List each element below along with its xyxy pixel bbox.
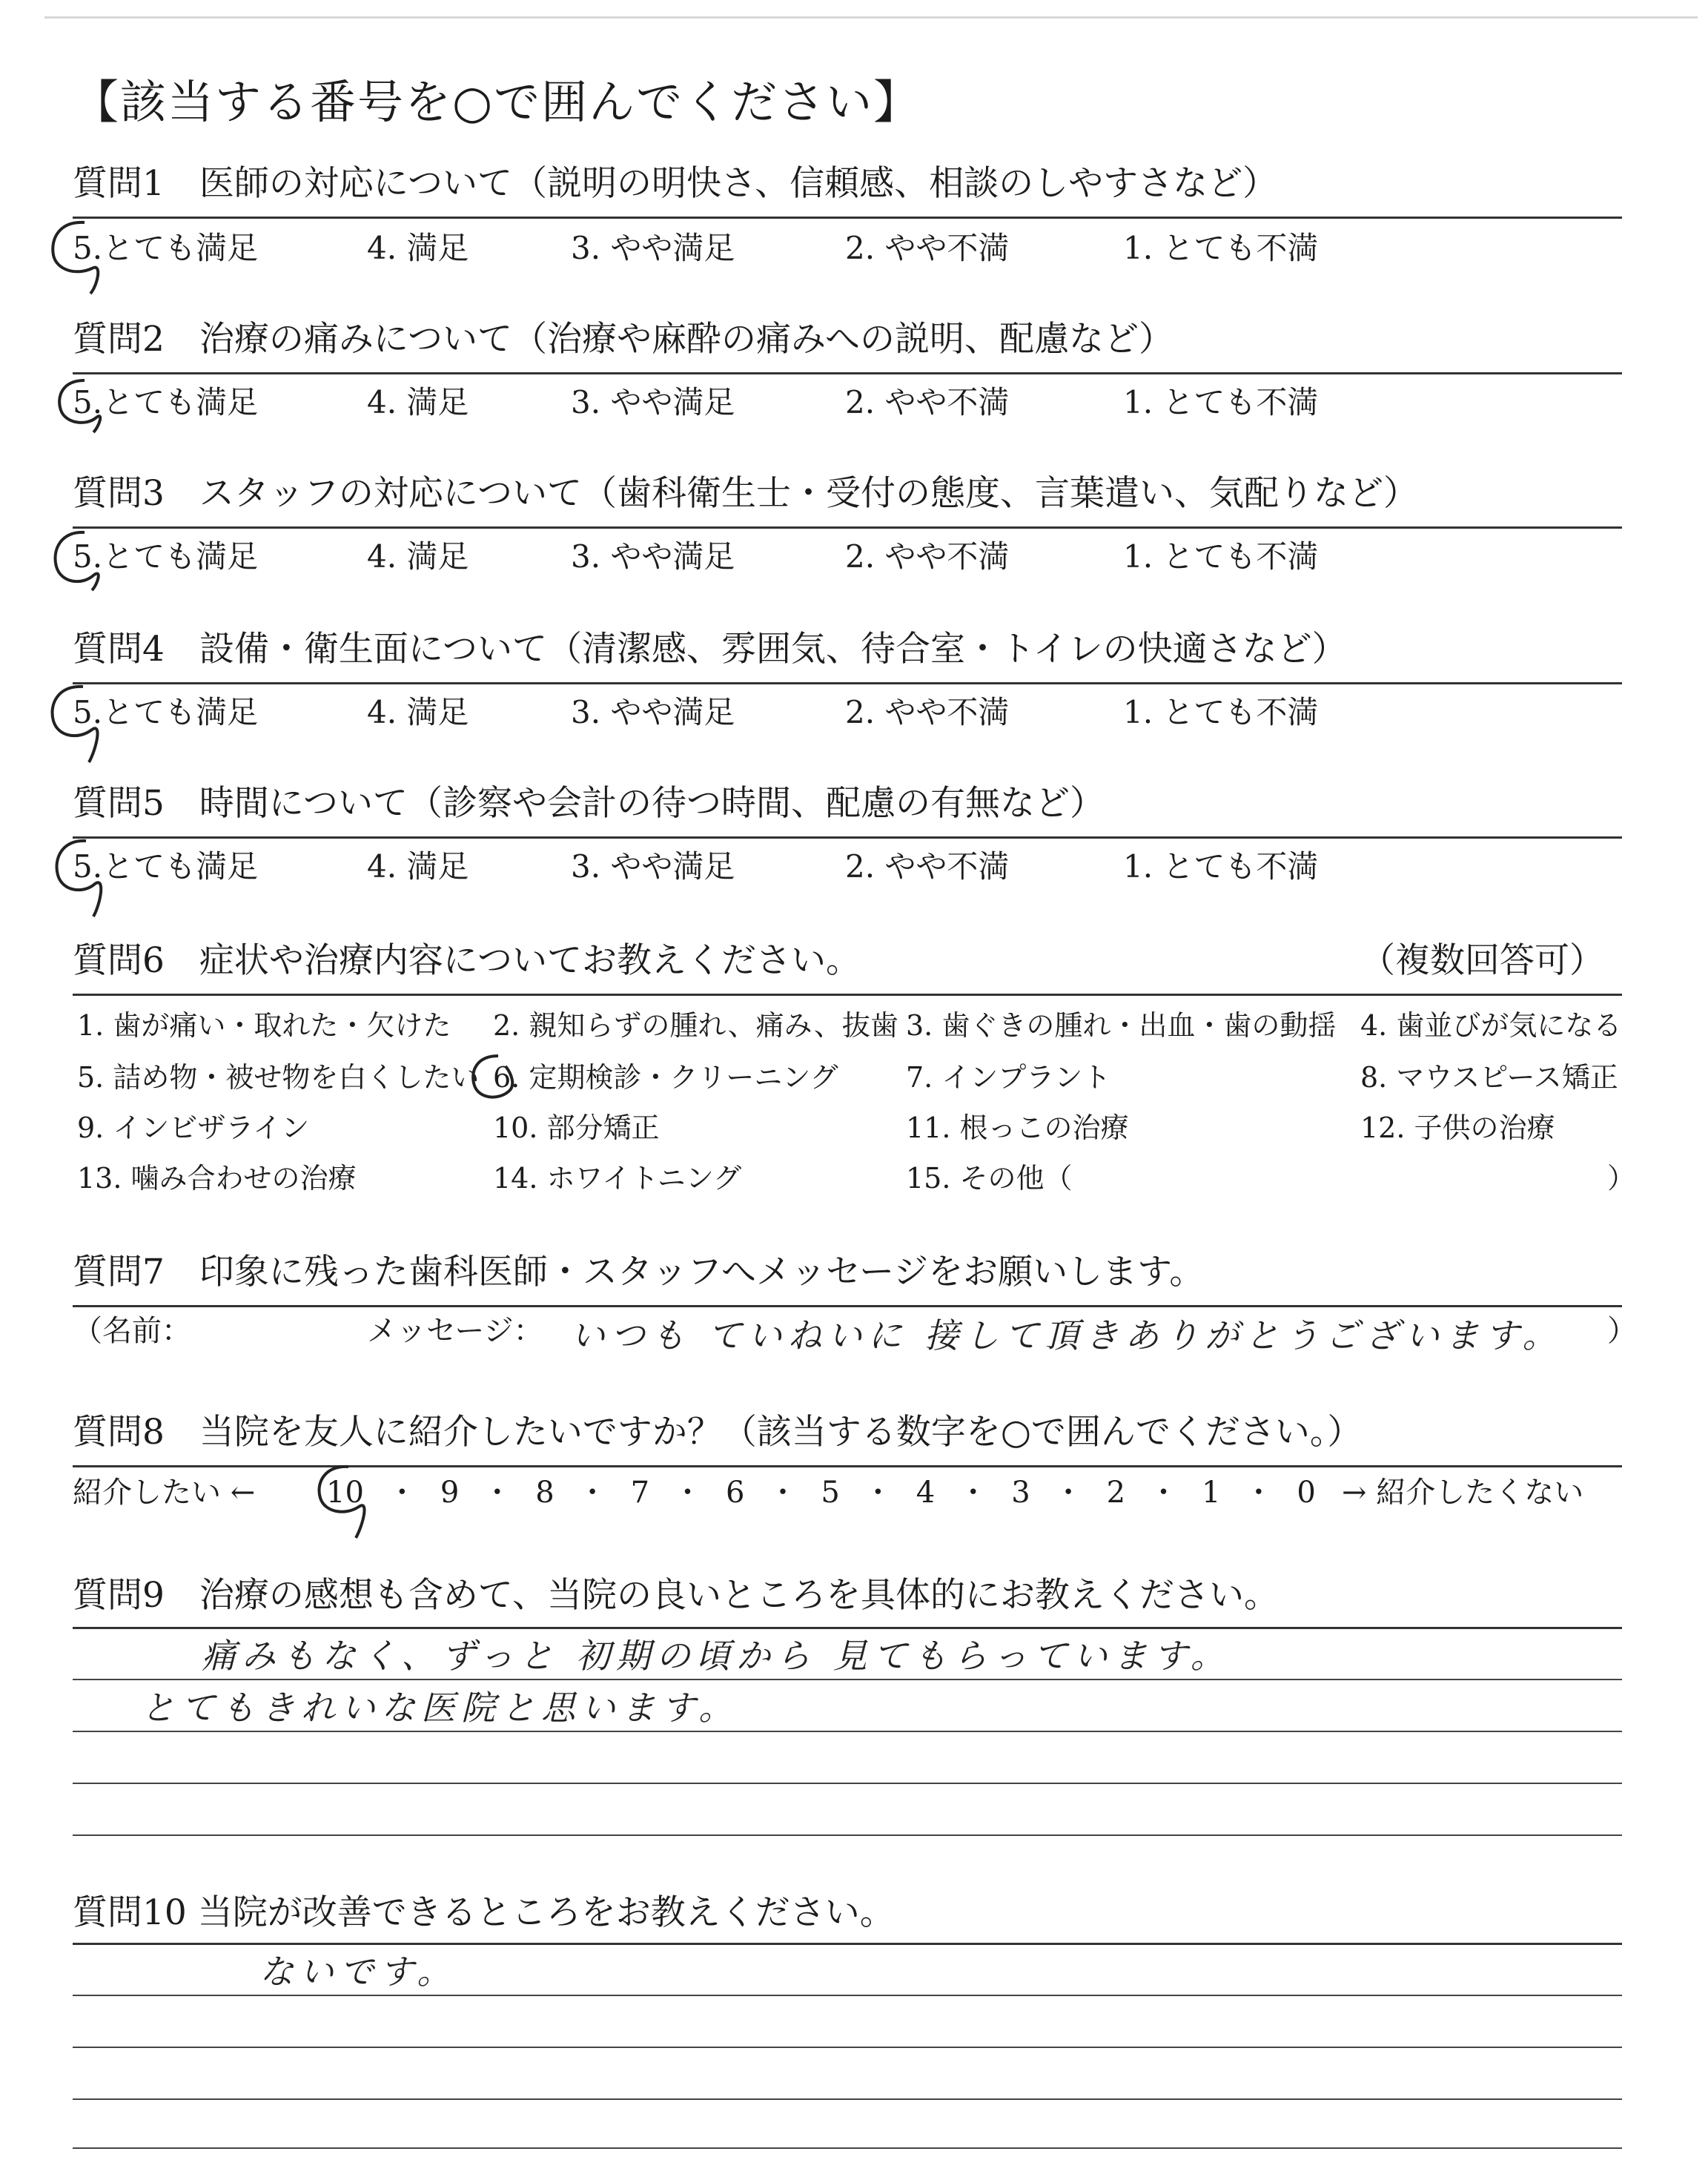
q6-title: 質問6 症状や治療内容についてお教えください。: [73, 940, 861, 981]
q4-option-3[interactable]: 3. やや満足: [571, 694, 735, 730]
q1-title: 質問1 医師の対応について（説明の明快さ、信頼感、相談のしやすさなど）: [73, 163, 1278, 204]
q9-rule: [73, 1627, 1622, 1629]
q8-scale-5[interactable]: 5: [821, 1476, 840, 1510]
q8-scale-dot: ・: [863, 1476, 893, 1510]
q8-title: 質問8 当院を友人に紹介したいですか？（該当する数字を○で囲んでください。）: [73, 1412, 1363, 1453]
q3-option-3[interactable]: 3. やや満足: [571, 538, 735, 575]
q2-title: 質問2 治療の痛みについて（治療や麻酔の痛みへの説明、配慮など）: [73, 319, 1174, 360]
q8-scale-dot: ・: [577, 1476, 608, 1510]
q6-item-14[interactable]: 14. ホワイトニング: [493, 1162, 742, 1195]
q8-scale-10[interactable]: 10: [326, 1476, 364, 1510]
q7-title: 質問7 印象に残った歯科医師・スタッフへメッセージをお願いします。: [73, 1252, 1205, 1292]
q9-answer-line: [73, 1783, 1622, 1784]
q7-close-paren: ）: [1607, 1314, 1637, 1348]
q8-scale-2[interactable]: 2: [1106, 1476, 1126, 1510]
q6-item-7[interactable]: 7. インプラント: [906, 1061, 1111, 1094]
q3-option-2[interactable]: 2. やや不満: [845, 538, 1010, 575]
q8-scale-dot: ・: [1148, 1476, 1179, 1510]
q4-option-2[interactable]: 2. やや不満: [845, 694, 1010, 730]
q10-answer-line: [73, 1995, 1622, 1996]
q1-option-4[interactable]: 4. 満足: [367, 230, 469, 266]
q4-circle-mark: [44, 681, 111, 766]
q6-item-11[interactable]: 11. 根っこの治療: [906, 1112, 1129, 1144]
q9-answer-line: [73, 1679, 1622, 1680]
q3-option-1[interactable]: 1. とても不満: [1123, 538, 1319, 575]
scan-edge: [44, 16, 1698, 19]
q1-option-2[interactable]: 2. やや不満: [845, 230, 1010, 266]
q5-option-2[interactable]: 2. やや不満: [845, 848, 1010, 885]
q3-circle-mark: [47, 526, 114, 597]
q9-title: 質問9 治療の感想も含めて、当院の良いところを具体的にお教えください。: [73, 1575, 1279, 1616]
q1-option-1[interactable]: 1. とても不満: [1123, 230, 1319, 266]
q8-right-label: → 紹介したくない: [1342, 1476, 1584, 1510]
q1-rule: [73, 217, 1622, 219]
q6-circle-mark: [466, 1051, 525, 1107]
q8-scale-dot: ・: [958, 1476, 988, 1510]
q6-item-3[interactable]: 3. 歯ぐきの腫れ・出血・歯の動揺: [906, 1009, 1337, 1042]
q6-item-8[interactable]: 8. マウスピース矯正: [1360, 1061, 1618, 1094]
q8-scale-dot: ・: [672, 1476, 703, 1510]
q10-rule: [73, 1943, 1622, 1945]
q8-left-label: 紹介したい ←: [73, 1476, 256, 1510]
q7-message-handwritten[interactable]: いつも ていねいに 接して頂きありがとうございます。: [571, 1315, 1563, 1355]
q8-scale-4[interactable]: 4: [916, 1476, 936, 1510]
q1-option-3[interactable]: 3. やや満足: [571, 230, 735, 266]
q2-option-2[interactable]: 2. やや不満: [845, 384, 1010, 420]
q8-scale-7[interactable]: 7: [630, 1476, 650, 1510]
q3-title: 質問3 スタッフの対応について（歯科衛生士・受付の態度、言葉遣い、気配りなど）: [73, 473, 1418, 514]
q8-circle-mark: [310, 1461, 377, 1542]
q10-answer-line: [73, 2098, 1622, 2100]
q6-item-2[interactable]: 2. 親知らずの腫れ、痛み、抜歯: [493, 1009, 898, 1042]
q4-option-1[interactable]: 1. とても不満: [1123, 694, 1319, 730]
q5-circle-mark: [49, 835, 116, 920]
q5-title: 質問5 時間について（診察や会計の待つ時間、配慮の有無など）: [73, 783, 1105, 824]
q8-scale-6[interactable]: 6: [726, 1476, 745, 1510]
q8-scale-9[interactable]: 9: [440, 1476, 460, 1510]
q2-circle-mark: [50, 374, 117, 441]
q6-item-4[interactable]: 4. 歯並びが気になる: [1360, 1009, 1622, 1042]
q9-answer-handwritten-2[interactable]: とてもきれいな医院と思います。: [141, 1688, 739, 1728]
q5-option-5[interactable]: 5.とても満足: [73, 848, 259, 885]
q6-item-10[interactable]: 10. 部分矯正: [493, 1112, 660, 1144]
q1-option-5[interactable]: 5.とても満足: [73, 230, 259, 266]
q6-item-15-close: ）: [1607, 1162, 1636, 1195]
q4-option-4[interactable]: 4. 満足: [367, 694, 469, 730]
q5-rule: [73, 836, 1622, 839]
q1-circle-mark: [46, 217, 113, 298]
page-header: 【該当する番号を○で囲んでください】: [73, 75, 921, 129]
q10-answer-handwritten-1[interactable]: ないです。: [259, 1952, 457, 1992]
q6-rule: [73, 994, 1622, 996]
q2-option-5[interactable]: 5.とても満足: [73, 384, 259, 420]
q3-rule: [73, 526, 1622, 529]
q8-scale-dot: ・: [767, 1476, 798, 1510]
q8-rule: [73, 1465, 1622, 1467]
q6-item-12[interactable]: 12. 子供の治療: [1360, 1112, 1555, 1144]
q4-option-5[interactable]: 5.とても満足: [73, 694, 259, 730]
q6-item-5[interactable]: 5. 詰め物・被せ物を白くしたい: [77, 1061, 480, 1094]
q6-item-15[interactable]: 15. その他（: [906, 1162, 1073, 1195]
q7-message-label: メッセージ：: [367, 1314, 543, 1348]
q8-scale-8[interactable]: 8: [535, 1476, 555, 1510]
q8-scale-dot: ・: [1243, 1476, 1274, 1510]
q9-answer-line: [73, 1731, 1622, 1732]
q6-note: （複数回答可）: [1360, 940, 1604, 981]
q8-scale: [326, 1476, 1316, 1510]
q2-option-4[interactable]: 4. 満足: [367, 384, 469, 420]
q8-scale-dot: ・: [1053, 1476, 1084, 1510]
q2-option-3[interactable]: 3. やや満足: [571, 384, 735, 420]
q6-item-13[interactable]: 13. 噛み合わせの治療: [77, 1162, 357, 1195]
q9-answer-line: [73, 1834, 1622, 1836]
q2-option-1[interactable]: 1. とても不満: [1123, 384, 1319, 420]
q6-item-6[interactable]: 6. 定期検診・クリーニング: [493, 1061, 838, 1094]
q4-rule: [73, 682, 1622, 684]
q7-rule: [73, 1305, 1622, 1307]
q3-option-4[interactable]: 4. 満足: [367, 538, 469, 575]
q8-scale-dot: ・: [387, 1476, 417, 1510]
q10-answer-line: [73, 2047, 1622, 2048]
q10-answer-line: [73, 2147, 1622, 2149]
q8-scale-0[interactable]: 0: [1297, 1476, 1316, 1510]
q6-item-1[interactable]: 1. 歯が痛い・取れた・欠けた: [77, 1009, 451, 1042]
q6-item-9[interactable]: 9. インビザライン: [77, 1112, 310, 1144]
q3-option-5[interactable]: 5.とても満足: [73, 538, 259, 575]
q9-answer-handwritten-1[interactable]: 痛みもなく、ずっと 初期の頃から 見てもらっています。: [202, 1636, 1231, 1676]
q8-scale-1[interactable]: 1: [1201, 1476, 1221, 1510]
q5-option-4[interactable]: 4. 満足: [367, 848, 469, 885]
q8-scale-3[interactable]: 3: [1011, 1476, 1030, 1510]
q8-scale-dot: ・: [482, 1476, 512, 1510]
q7-name-label: （名前：: [73, 1314, 191, 1348]
q10-title: 質問10 当院が改善できるところをお教えください。: [73, 1892, 895, 1933]
q2-rule: [73, 372, 1622, 374]
q4-title: 質問4 設備・衛生面について（清潔感、雰囲気、待合室・トイレの快適さなど）: [73, 629, 1347, 670]
q5-option-3[interactable]: 3. やや満足: [571, 848, 735, 885]
q5-option-1[interactable]: 1. とても不満: [1123, 848, 1319, 885]
